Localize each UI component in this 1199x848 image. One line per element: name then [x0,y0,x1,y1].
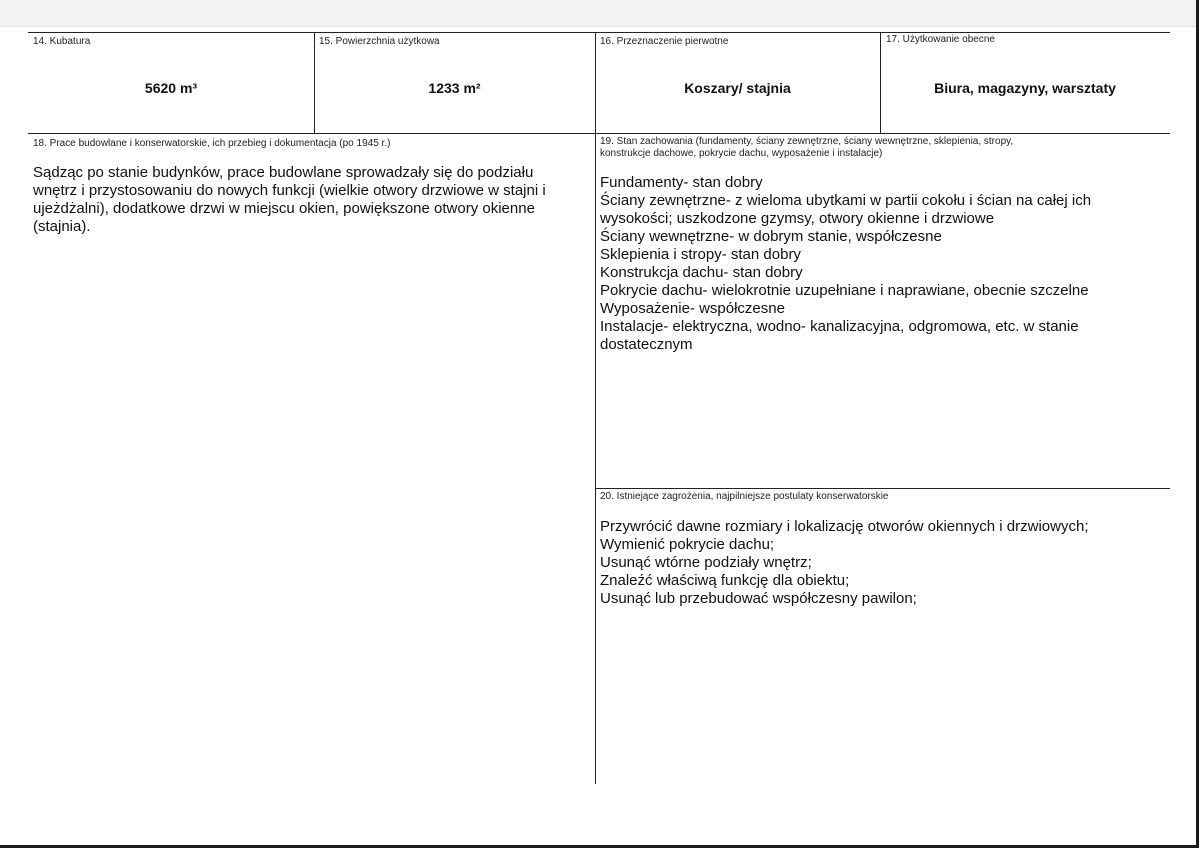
text-line: Przywrócić dawne rozmiary i lokalizację otworów okiennych i drzwiowych; [600,518,1089,535]
field-19-label [600,136,1165,160]
field-20-label: 20. Istniejące zagrożenia, najpilniejsze postulaty konserwatorskie [600,491,889,502]
field-17-value: Biura, magazyny, warsztaty [934,80,1116,96]
text-line: Fundamenty- stan dobry [600,174,763,191]
row-divider-1 [28,133,1170,134]
text-line: Znaleźć właściwą funkcję dla obiektu; [600,572,850,589]
text-line: Sądząc po stanie budynków, prace budowlane sprowadzały się do podziału [33,164,534,181]
text-line: Wymienić pokrycie dachu; [600,536,775,553]
label-line: konstrukcje dachowe, pokrycie dachu, wyposażenie i instalacje) [600,148,883,159]
field-16-label: 16. Przeznaczenie pierwotne [600,36,729,47]
text-line: Pokrycie dachu- wielokrotnie uzupełniane i naprawiane, obecnie szczelne [600,282,1089,299]
field-16-value: Koszary/ stajnia [684,80,791,96]
field-20-text [600,518,1165,608]
scan-top-margin [0,0,1199,27]
field-17-label: 17. Użytkowanie obecne [886,34,995,45]
text-line: Konstrukcja dachu- stan dobry [600,264,803,281]
field-18-label: 18. Prace budowlane i konserwatorskie, ich przebieg i dokumentacja (po 1945 r.) [33,138,391,149]
field-18-text [33,164,588,236]
text-line: Wyposażenie- współczesne [600,300,785,317]
text-line: Usunąć wtórne podziały wnętrz; [600,554,812,571]
table-top-border [28,32,1170,33]
field-19-text [600,174,1165,354]
text-line: wnętrz i przystosowaniu do nowych funkcji (wielkie otwory drzwiowe w stajni i [33,182,546,199]
text-line: Usunąć lub przebudować współczesny pawilon; [600,590,917,607]
text-line: dostatecznym [600,336,693,353]
text-line: Instalacje- elektryczna, wodno- kanalizacyjna, odgromowa, etc. w stanie [600,318,1079,335]
row-divider-2 [595,488,1170,489]
text-line: Sklepienia i stropy- stan dobry [600,246,801,263]
text-line: wysokości; uszkodzone gzymsy, otwory okienne i drzwiowe [600,210,995,227]
field-15-label: 15. Powierzchnia użytkowa [319,36,440,47]
text-line: Ściany wewnętrzne- w dobrym stanie, współczesne [600,228,942,245]
field-15-value: 1233 m² [428,80,481,96]
text-line: (stajnia). [33,218,91,235]
field-14-value: 5620 m³ [144,80,198,96]
field-14-label: 14. Kubatura [33,36,91,47]
label-line: 19. Stan zachowania (fundamenty, ściany zewnętrzne, ściany wewnętrzne, sklepienia, stropy, [600,136,1014,147]
col-divider-main [595,32,596,784]
text-line: ujeżdżalni), dodatkowe drzwi w miejscu okien, powiększone otwory okienne [33,200,535,217]
text-line: Ściany zewnętrzne- z wieloma ubytkami w partii cokołu i ścian na całej ich [600,192,1092,209]
